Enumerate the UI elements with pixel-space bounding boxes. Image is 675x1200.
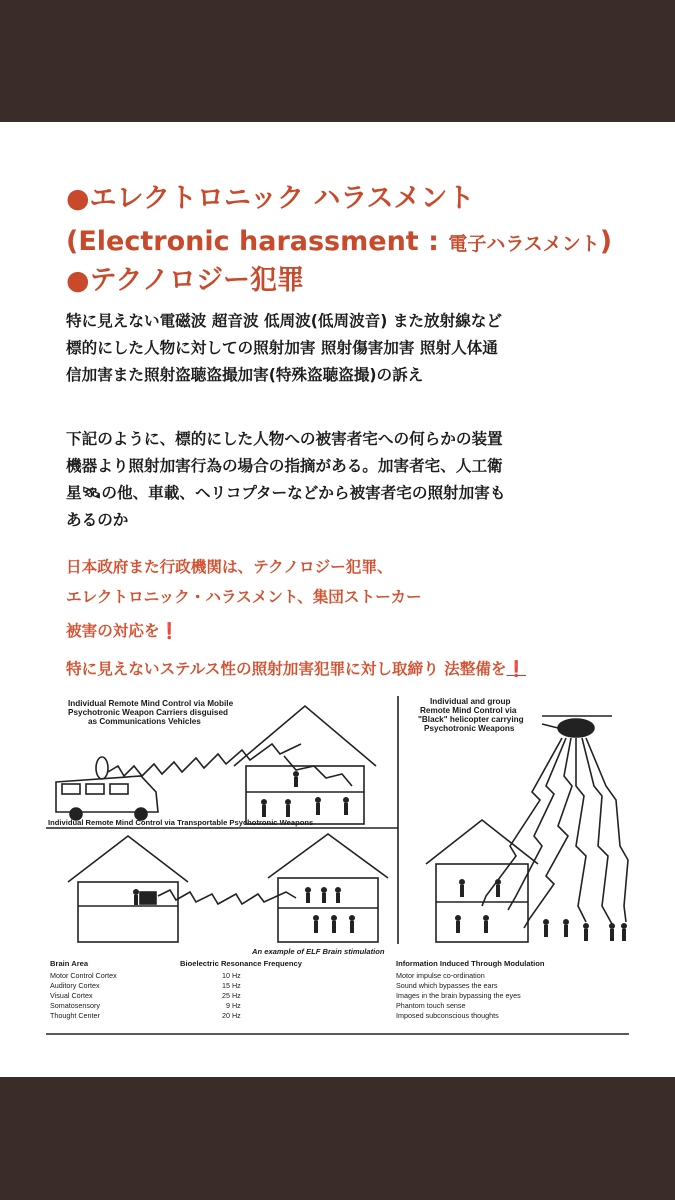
helicopter-icon — [542, 716, 612, 737]
table-cell: 9 Hz — [226, 1001, 241, 1010]
appeal-text: 特に見えないステルス性の照射加害犯罪に対し取締り 法整備を — [66, 660, 507, 678]
top-dark-band — [0, 0, 675, 122]
house-icon — [268, 834, 388, 942]
table-cell: Visual Cortex — [50, 991, 93, 1000]
person-figure — [349, 915, 355, 933]
paragraph-1-line: 標的にした人物に対しての照射加害 照射傷害加害 照射人体通 — [66, 339, 498, 357]
person-figure — [335, 887, 341, 903]
caption-helicopter: "Black" helicopter carrying — [418, 715, 524, 724]
government-appeal-line-2: エレクトロニック・ハラスメント、集団ストーカー — [66, 588, 422, 606]
headline-english-main: (Electronic harassment : — [66, 226, 449, 257]
headline-english-close: ) — [599, 226, 613, 257]
person-figure — [543, 919, 549, 937]
van-icon — [56, 757, 158, 820]
table-cell: Motor impulse co-ordination — [396, 971, 485, 980]
table-cell: Somatosensory — [50, 1001, 100, 1010]
table-cell: Auditory Cortex — [50, 981, 100, 990]
person-figure — [343, 797, 349, 815]
caption-van: as Communications Vehicles — [88, 717, 201, 726]
headline-electronic-harassment: ●エレクトロニック ハラスメント — [66, 183, 475, 214]
table-header: Bioelectric Resonance Frequency — [180, 959, 302, 968]
person-figure — [495, 879, 501, 897]
caption-van: Individual Remote Mind Control via Mobile — [68, 699, 234, 708]
person-figure — [133, 889, 139, 905]
table-cell: Sound which bypasses the ears — [396, 981, 498, 990]
paragraph-2-line: 星🛰の他、車載、ヘリコプターなどから被害者宅の照射加害も — [66, 484, 506, 502]
house-icon — [68, 836, 188, 942]
table-cell: Imposed subconscious thoughts — [396, 1011, 499, 1020]
headline-technology-crime: ●テクノロジー犯罪 — [66, 265, 304, 296]
paragraph-2-line: 下記のように、標的にした人物への被害者宅への何らかの装置 — [66, 430, 503, 448]
caption-helicopter: Psychotronic Weapons — [424, 724, 515, 733]
caption-van: Psychotronic Weapon Carriers disguised — [68, 708, 229, 717]
beam-zigzag — [524, 738, 572, 928]
government-appeal-line-1: 日本政府また行政機関は、テクノロジー犯罪、 — [66, 558, 393, 576]
person-figure — [609, 923, 615, 941]
person-figure — [321, 887, 327, 903]
person-figure — [621, 923, 627, 941]
table-title: An example of ELF Brain stimulation — [252, 947, 385, 956]
person-figure — [483, 915, 489, 933]
person-figure — [293, 771, 299, 787]
caption-transportable: Individual Remote Mind Control via Transportable Psychotronic Weapons — [48, 818, 314, 827]
paragraph-1-line: 特に見えない電磁波 超音波 低周波(低周波音) また放射線など — [66, 312, 502, 330]
beam-zigzag — [508, 738, 566, 910]
person-figure — [459, 879, 465, 897]
table-cell: Phantom touch sense — [396, 1001, 466, 1010]
paragraph-2-line: 機器より照射加害行為の場合の指摘がある。加害者宅、人工衛 — [66, 457, 503, 475]
headline-english-jp: 電子ハラスメント — [448, 233, 600, 255]
table-header: Information Induced Through Modulation — [396, 959, 545, 968]
headline-english — [66, 223, 612, 263]
table-cell: 20 Hz — [222, 1011, 241, 1020]
person-figure — [261, 799, 267, 817]
table-cell: Images in the brain bypassing the eyes — [396, 991, 521, 1000]
person-figure — [583, 923, 589, 941]
beam-zigzag — [586, 738, 628, 922]
caption-helicopter: Individual and group — [430, 697, 511, 706]
table-header: Brain Area — [50, 959, 89, 968]
table-cell: Motor Control Cortex — [50, 971, 117, 980]
person-figure — [285, 799, 291, 817]
government-appeal-line-3 — [66, 618, 179, 644]
caption-helicopter: Remote Mind Control via — [420, 706, 517, 715]
person-figure — [315, 797, 321, 815]
paragraph-2 — [66, 426, 626, 534]
table-cell: 15 Hz — [222, 981, 241, 990]
house-icon — [234, 706, 376, 824]
person-figure — [313, 915, 319, 933]
beam-zigzag — [108, 744, 301, 776]
beam-zigzag — [576, 738, 586, 922]
mind-control-diagram — [46, 696, 629, 1042]
paragraph-1 — [66, 308, 626, 389]
document-page — [0, 122, 675, 1077]
bottom-dark-band — [0, 1077, 675, 1200]
appeal-text: 被害の対応を — [66, 622, 160, 640]
house-icon — [426, 820, 538, 942]
government-appeal-line-4 — [66, 656, 526, 682]
table-cell: 10 Hz — [222, 971, 241, 980]
paragraph-1-line: 信加害また照射盗聴盗撮加害(特殊盗聴盗撮)の訴え — [66, 366, 424, 384]
exclamation-icon: ❗ — [506, 660, 526, 678]
person-figure — [305, 887, 311, 903]
table-cell: 25 Hz — [222, 991, 241, 1000]
paragraph-2-line: あるのか — [66, 511, 129, 529]
table-cell: Thought Center — [50, 1011, 100, 1020]
person-figure — [331, 915, 337, 933]
person-figure — [563, 919, 569, 937]
person-figure — [455, 915, 461, 933]
elf-table — [50, 959, 545, 1020]
exclamation-icon: ❗ — [159, 622, 179, 640]
